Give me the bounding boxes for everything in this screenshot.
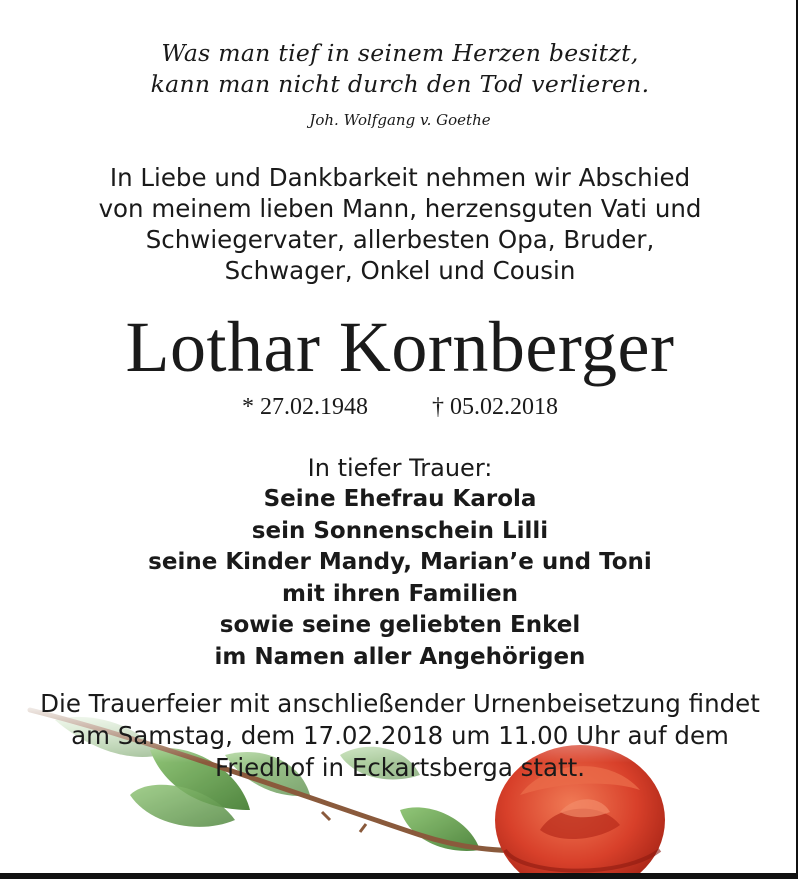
intro-line: von meinem lieben Mann, herzensguten Vati und	[98, 194, 702, 223]
mourner-line: mit ihren Familien	[282, 580, 518, 607]
ceremony-info	[0, 688, 798, 784]
mourner-line: Seine Ehefrau Karola	[263, 486, 537, 512]
intro-line: In Liebe und Dankbarkeit nehmen wir Abschied	[109, 163, 691, 192]
deceased-name: Lothar Kornberger	[125, 307, 675, 387]
birth-date: * 27.02.1948	[242, 394, 368, 420]
mourner-line: im Namen aller Angehörigen	[214, 643, 586, 670]
quote	[0, 38, 798, 100]
mourning-heading: In tiefer Trauer:	[307, 454, 493, 482]
quote-author: Joh. Wolfgang v. Goethe	[309, 111, 491, 129]
life-dates	[0, 394, 798, 421]
mourners-list	[0, 484, 798, 674]
mourner-line: sein Sonnenschein Lilli	[251, 517, 549, 544]
death-date: † 05.02.2018	[432, 394, 558, 420]
intro-line: Schwiegervater, allerbesten Opa, Bruder,	[145, 225, 655, 254]
intro-text	[0, 162, 798, 286]
mourner-line: sowie seine geliebten Enkel	[219, 612, 581, 639]
ceremony-line: Die Trauerfeier mit anschließender Urnenbeisetzung findet	[40, 689, 760, 718]
ceremony-line: Friedhof in Eckartsberga statt.	[214, 753, 586, 782]
mourner-line: seine Kinder Mandy, Marian’e und Toni	[148, 549, 652, 576]
quote-line: kann man nicht durch den Tod verlieren.	[150, 70, 650, 98]
ceremony-line: am Samstag, dem 17.02.2018 um 11.00 Uhr auf dem	[71, 721, 729, 750]
intro-line: Schwager, Onkel und Cousin	[224, 256, 576, 285]
quote-line: Was man tief in seinem Herzen besitzt,	[161, 39, 639, 67]
